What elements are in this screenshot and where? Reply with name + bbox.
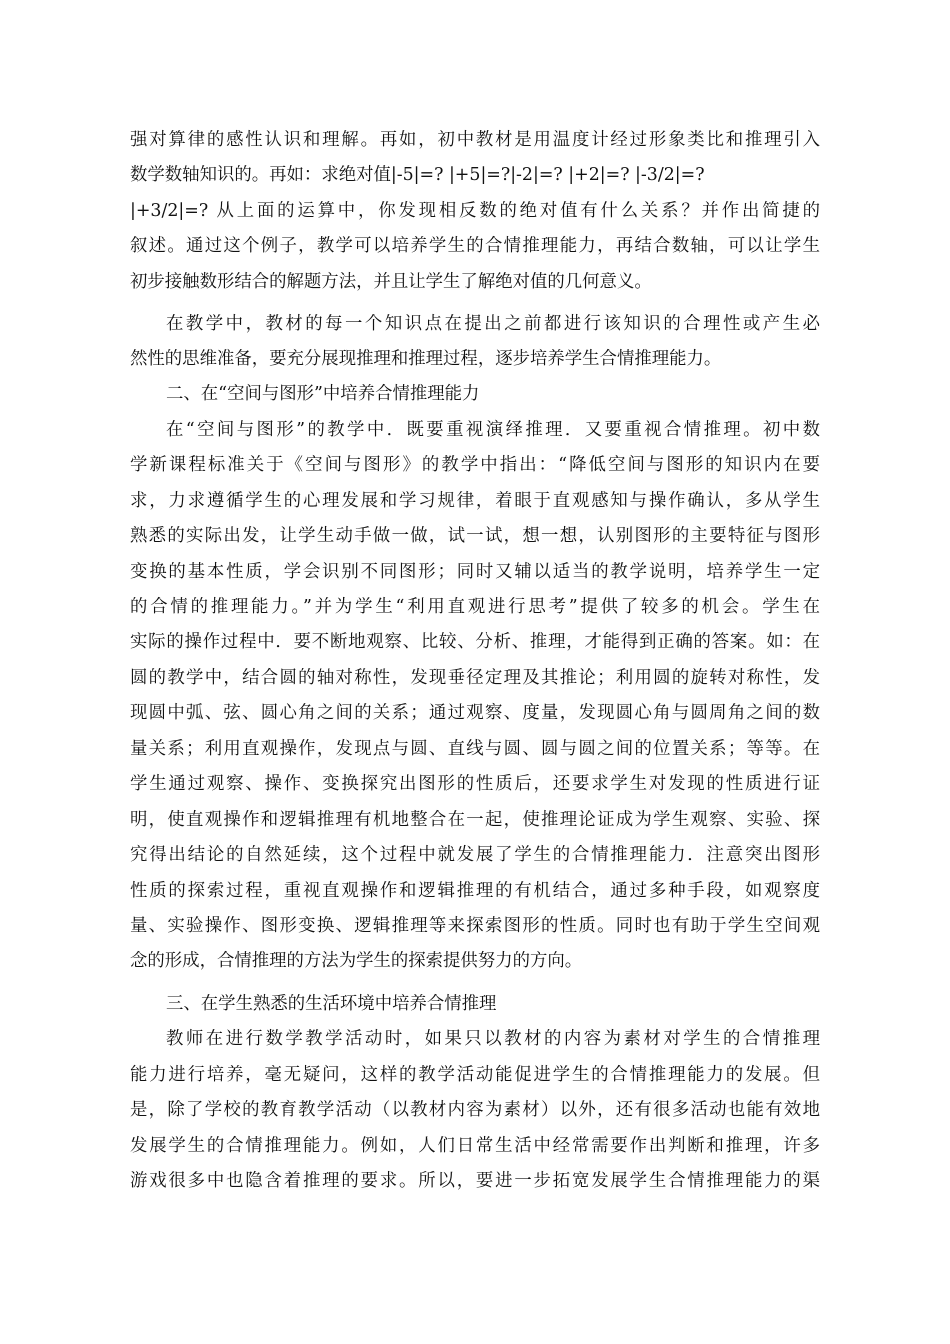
text-line: 的合情的推理能力。”并为学生“利用直观进行思考”提供了较多的机会。学生在 — [130, 597, 820, 617]
text-line: 量关系；利用直观操作，发现点与圆、直线与圆、圆与圆之间的位置关系；等等。在 — [130, 739, 820, 759]
text-line: 求，力求遵循学生的心理发展和学习规律，着眼于直观感知与操作确认，多从学生 — [130, 491, 820, 511]
text-line: 是，除了学校的教育教学活动（以教材内容为素材）以外，还有很多活动也能有效地 — [130, 1100, 820, 1120]
text-line: 能力进行培养，毫无疑问，这样的教学活动能促进学生的合情推理能力的发展。但 — [130, 1065, 820, 1085]
paragraph-first-line: 在“空间与图形”的教学中．既要重视演绎推理．又要重视合情推理。初中数 — [166, 420, 820, 440]
paragraph-first-line: 在教学中，教材的每一个知识点在提出之前都进行该知识的合理性或产生必 — [166, 314, 820, 334]
text-line: 变换的基本性质，学会识别不同图形；同时又辅以适当的教学说明，培养学生一定 — [130, 562, 820, 582]
text-line: 熟悉的实际出发，让学生动手做一做，试一试，想一想，认别图形的主要特征与图形 — [130, 526, 820, 546]
section-heading: 三、在学生熟悉的生活环境中培养合情推理 — [166, 994, 497, 1014]
text-line: 学生通过观察、操作、变换探究出图形的性质后，还要求学生对发现的性质进行证 — [130, 774, 820, 794]
text-line: 圆的教学中，结合圆的轴对称性，发现垂径定理及其推论；利用圆的旋转对称性，发 — [130, 668, 820, 688]
text-line: 数学数轴知识的。再如：求绝对值|-5|=? |+5|=?|-2|=? |+2|=? |-3/2|=? — [130, 165, 705, 185]
text-line: 量、实验操作、图形变换、逻辑推理等来探索图形的性质。同时也有助于学生空间观 — [130, 916, 820, 936]
text-line: 现圆中弧、弦、圆心角之间的关系；通过观察、度量，发现圆心角与圆周角之间的数 — [130, 703, 820, 723]
text-line: 强对算律的感性认识和理解。再如，初中教材是用温度计经过形象类比和推理引入 — [130, 130, 820, 150]
text-line: 然性的思维准备，要充分展现推理和推理过程，逐步培养学生合情推理能力。 — [130, 349, 722, 369]
text-line: 明，使直观操作和逻辑推理有机地整合在一起，使推理论证成为学生观察、实验、探 — [130, 810, 820, 830]
text-line: 发展学生的合情推理能力。例如，人们日常生活中经常需要作出判断和推理，许多 — [130, 1136, 820, 1156]
text-line: 实际的操作过程中．要不断地观察、比较、分析、推理，才能得到正确的答案。如：在 — [130, 632, 820, 652]
text-line: 初步接触数形结合的解题方法，并且让学生了解绝对值的几何意义。 — [130, 272, 652, 292]
paragraph-first-line: 教师在进行数学教学活动时，如果只以教材的内容为素材对学生的合情推理 — [166, 1029, 820, 1049]
text-line: 性质的探索过程，重视直观操作和逻辑推理的有机结合，通过多种手段，如观察度 — [130, 881, 820, 901]
text-line: |+3/2|=? 从上面的运算中，你发现相反数的绝对值有什么关系？并作出简捷的 — [130, 201, 820, 221]
text-line: 究得出结论的自然延续，这个过程中就发展了学生的合情推理能力．注意突出图形 — [130, 845, 820, 865]
text-line: 学新课程标准关于《空间与图形》的教学中指出：“降低空间与图形的知识内在要 — [130, 455, 820, 475]
section-heading: 二、在“空间与图形”中培养合情推理能力 — [166, 384, 480, 404]
text-line: 念的形成，合情推理的方法为学生的探索提供努力的方向。 — [130, 951, 583, 971]
text-line: 游戏很多中也隐含着推理的要求。所以，要进一步拓宽发展学生合情推理能力的渠 — [130, 1171, 820, 1191]
text-line: 叙述。通过这个例子，教学可以培养学生的合情推理能力，再结合数轴，可以让学生 — [130, 236, 820, 256]
